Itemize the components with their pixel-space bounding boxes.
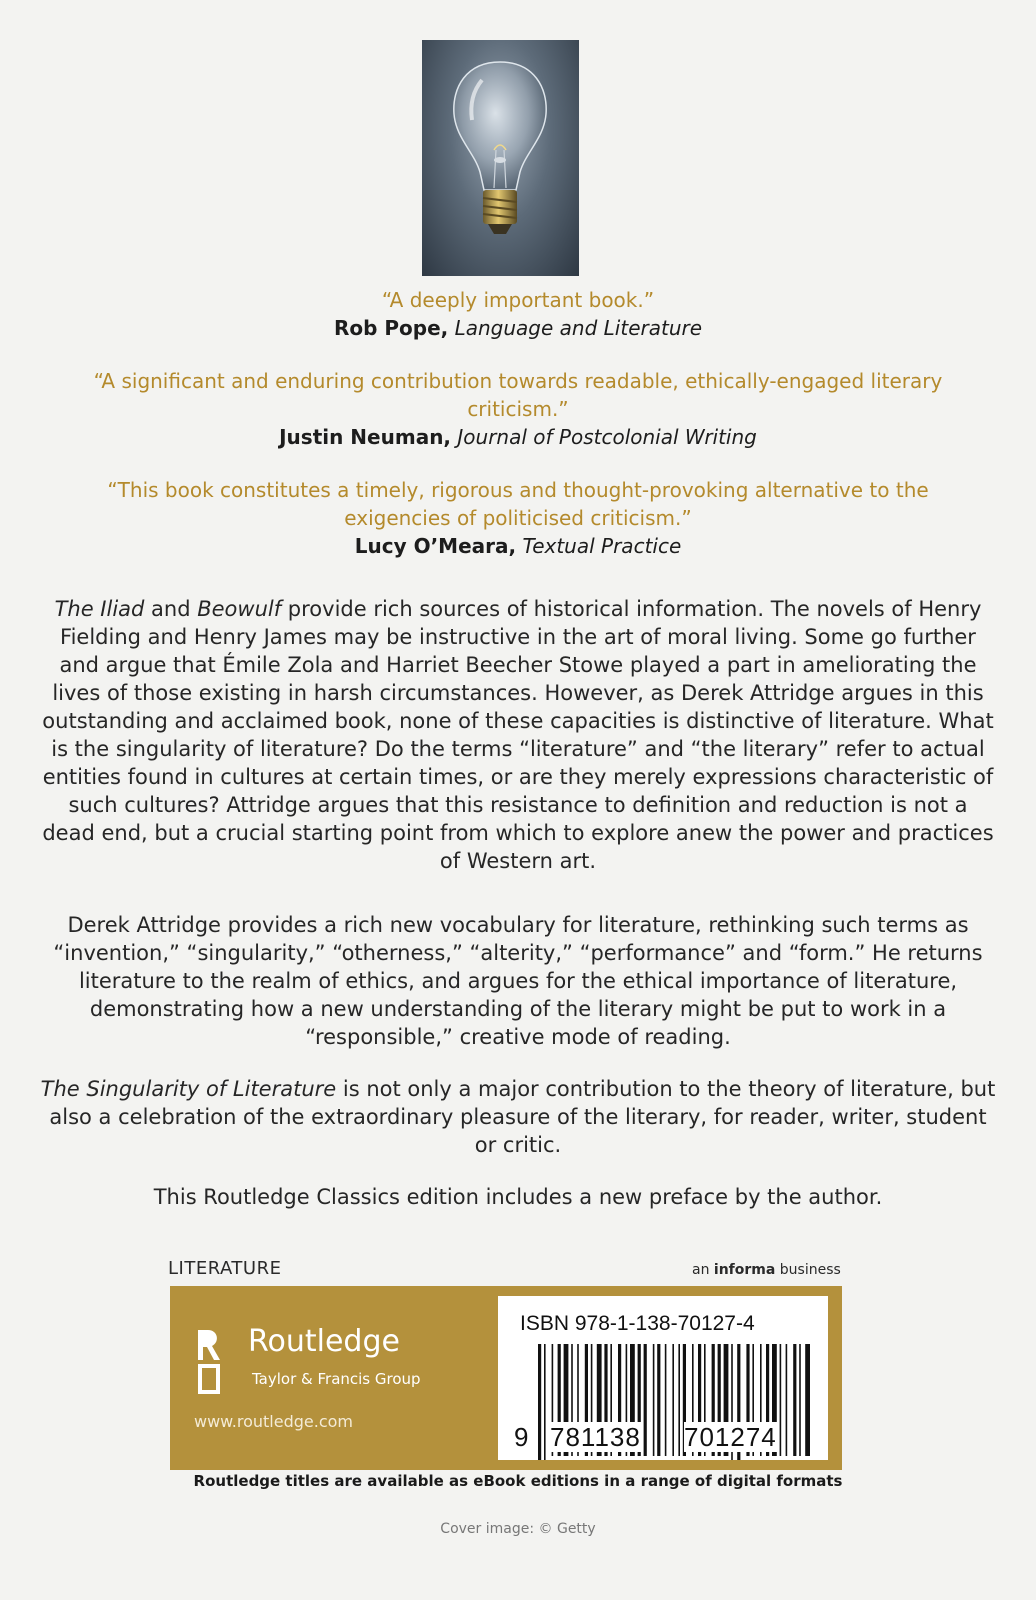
quote-text-line1: “This book constitutes a timely, rigorous and thought-provoking alternative to the: [107, 478, 929, 502]
publisher-panel: [170, 1286, 842, 1470]
category-label: LITERATURE: [168, 1258, 282, 1279]
routledge-logo-icon: [194, 1326, 224, 1396]
paragraph-text: provide rich sources of historical information. The novels of Henry Fielding and Henry James may be instructive in the art of moral living. Some go further and argue that Émile Zola and Harriet Beecher Stowe played a part in ameliorating the lives of those existing in harsh circumstances. However, as Derek Attridge argues in this outstanding and acclaimed book, none of these capacities is distinctive of literature. What is the singularity of literature? Do the terms “literature” and “the literary” refer to actual entities found in cultures at certain times, or are they merely expressions characteristic of such cultures? Attridge argues that this resistance to definition and reduction is not a dead end, but a crucial starting point from which to explore anew the power and practices of Western art.: [42, 597, 994, 873]
barcode-digits-left: 781138: [550, 1422, 641, 1452]
barcode-bar: [538, 1344, 541, 1460]
barcode-bar: [805, 1344, 810, 1456]
informa-brand: informa: [713, 1262, 776, 1278]
barcode-bar: [678, 1344, 680, 1456]
barcode-box: [498, 1296, 828, 1460]
barcode-bar: [644, 1344, 647, 1456]
barcode-bar: [657, 1344, 660, 1456]
ebook-note: Routledge titles are available as eBook editions in a range of digital formats: [193, 1472, 843, 1490]
informa-post: business: [775, 1262, 841, 1278]
quote-attribution: [0, 532, 1036, 560]
paragraph-text: This Routledge Classics edition includes a new preface by the author.: [153, 1185, 883, 1209]
quote-attribution: [0, 423, 1036, 451]
book-title: The Singularity of Literature: [40, 1077, 337, 1101]
quote-text-line2: criticism.”: [467, 397, 569, 421]
barcode-bar: [780, 1344, 782, 1456]
barcode-bar: [665, 1344, 667, 1456]
blurb-paragraph-2: [40, 911, 996, 1051]
edition-note: [40, 1183, 996, 1211]
review-quote-1: [0, 286, 1036, 342]
barcode-bar: [799, 1344, 801, 1456]
title-iliad: The Iliad: [54, 597, 145, 621]
quote-author: Justin Neuman,: [279, 425, 452, 449]
quote-author: Lucy O’Meara,: [354, 534, 517, 558]
quote-text-line1: “A significant and enduring contribution towards readable, ethically-engaged literary: [93, 369, 943, 393]
barcode-bar: [672, 1344, 674, 1456]
publisher-group: Taylor & Francis Group: [252, 1370, 421, 1388]
cover-lightbulb-photo: [422, 40, 579, 276]
quote-source: Textual Practice: [522, 534, 682, 558]
paragraph-text: is not only a major contribution to the theory of literature, but also a celebration of the extraordinary pleasure of the literary, for reader, writer, student or critic.: [49, 1077, 996, 1157]
quote-text: “A deeply important book.”: [381, 288, 655, 312]
barcode-icon: [498, 1296, 828, 1460]
isbn-label: ISBN 978-1-138-70127-4: [520, 1312, 755, 1335]
quote-attribution: [0, 314, 1036, 342]
publisher-url[interactable]: www.routledge.com: [194, 1412, 354, 1431]
cover-credit: Cover image: © Getty: [440, 1521, 596, 1537]
quote-text-line2: exigencies of politicised criticism.”: [344, 506, 692, 530]
blurb-paragraph-1: [40, 595, 996, 875]
barcode-digits-right: 701274: [684, 1422, 777, 1452]
informa-business-label: [692, 1262, 841, 1278]
informa-pre: an: [692, 1262, 714, 1278]
review-quote-2: [0, 367, 1036, 451]
paragraph-text: Derek Attridge provides a rich new vocabulary for literature, rethinking such terms as “invention,” “singularity,” “otherness,” “alterity,” “performance” and “form.” He returns literature to the realm of ethics, and argues for the ethical importance of literature, demonstrating how a new understanding of the literary might be put to work in a “responsible,” creative mode of reading.: [53, 913, 983, 1049]
publisher-name: Routledge: [248, 1324, 400, 1359]
barcode-bar: [786, 1344, 788, 1456]
blurb-paragraph-3: [40, 1075, 996, 1159]
barcode-bar: [793, 1344, 796, 1456]
quote-source: Journal of Postcolonial Writing: [457, 425, 757, 449]
review-quote-3: [0, 476, 1036, 560]
barcode-digit-lead: 9: [514, 1422, 529, 1452]
barcode-bar: [544, 1344, 546, 1460]
title-beowulf: Beowulf: [197, 597, 282, 621]
lightbulb-icon: [422, 40, 579, 276]
quote-author: Rob Pope,: [333, 316, 449, 340]
barcode-bar: [653, 1344, 655, 1456]
text-and: and: [144, 597, 198, 621]
quote-source: Language and Literature: [454, 316, 703, 340]
